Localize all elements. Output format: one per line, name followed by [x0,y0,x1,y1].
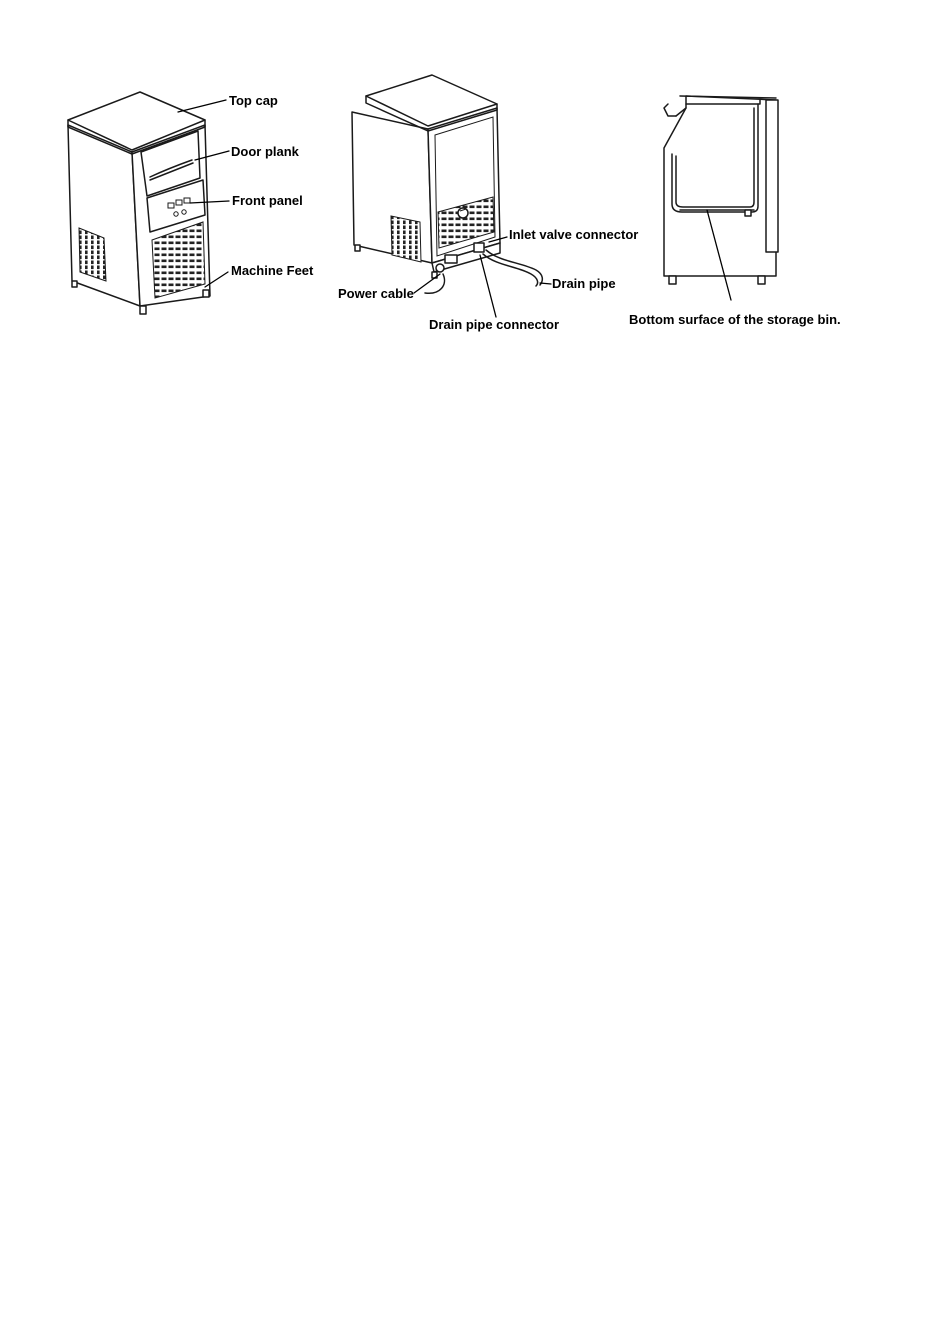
machine-feet-label: Machine Feet [231,263,314,278]
power-cable-label: Power cable [338,286,414,301]
door-plank-label: Door plank [231,144,299,159]
side-section-illustration [664,96,778,284]
inlet-valve-connector-label: Inlet valve connector [509,227,639,242]
top-cap-label: Top cap [229,93,278,108]
rear-view-illustration [352,75,542,293]
front-panel-label: Front panel [232,193,303,208]
power-cable-leader [414,274,440,293]
drain-pipe-connector-label: Drain pipe connector [429,317,560,332]
drain-pipe-label: Drain pipe [552,276,616,291]
front-view-illustration [68,92,210,314]
top-cap-leader [178,100,226,112]
storage-bin-bottom-label: Bottom surface of the storage bin. [629,312,841,327]
drain-pipe-connector-leader [480,255,496,317]
